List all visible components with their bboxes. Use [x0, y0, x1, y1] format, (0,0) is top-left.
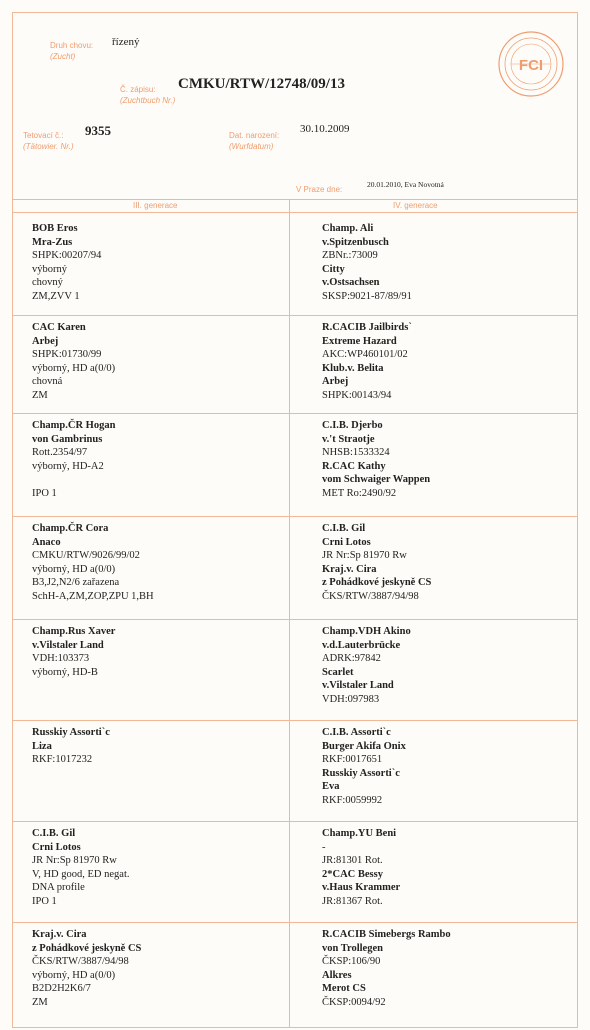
row-divider — [13, 922, 577, 923]
pedigree-line: VDH:103373 — [32, 653, 90, 665]
pedigree-line: ADRK:97842 — [322, 653, 381, 665]
pedigree-line: C.I.B. Djerbo — [322, 420, 383, 431]
pedigree-line: výborný — [32, 263, 67, 275]
pedigree-line: výborný, HD a(0/0) — [32, 563, 116, 575]
pedigree-cell-right — [322, 625, 411, 707]
pedigree-line: SHPK:01730/99 — [32, 349, 102, 361]
pedigree-line: ČKS/RTW/3887/94/98 — [32, 956, 129, 968]
pedigree-line: von Gambrinus — [32, 433, 103, 445]
pedigree-line: v.Spitzenbusch — [322, 236, 389, 248]
pedigree-line: výborný, HD a(0/0) — [32, 969, 116, 981]
pedigree-cell-right — [322, 222, 412, 304]
pedigree-cell-left — [32, 419, 115, 501]
tattoo-label: Tetovací č.: (Tätowier. Nr.) — [23, 131, 74, 151]
pedigree-line: ČKSP:106/90 — [322, 956, 381, 968]
pedigree-cell-left — [32, 726, 110, 767]
row-divider — [13, 516, 577, 517]
pedigree-line: chovná — [32, 376, 63, 388]
pedigree-line: Eva — [322, 781, 340, 793]
issued-label: V Praze dne: — [296, 185, 343, 194]
pedigree-line: Burger Akifa Onix — [322, 740, 406, 752]
pedigree-line: Merot CS — [322, 983, 366, 995]
fci-seal-text: FCI — [518, 57, 544, 74]
pedigree-line: Mra-Zus — [32, 236, 73, 248]
pedigree-line: výborný, HD-A2 — [32, 460, 104, 472]
generation-iv-label: IV. generace — [393, 201, 438, 210]
generation-header — [13, 199, 577, 213]
pedigree-line: Kraj.v. Cira — [322, 563, 377, 575]
pedigree-cell-left — [32, 928, 141, 1010]
pedigree-line: Anaco — [32, 536, 61, 548]
pedigree-line: v.'t Straotje — [322, 433, 375, 445]
pedigree-line: IPO 1 — [32, 487, 57, 499]
pedigree-line: v.Ostsachsen — [322, 277, 380, 289]
pedigree-line: výborný, HD-B — [32, 666, 98, 678]
pedigree-line: MET Ro:2490/92 — [322, 487, 397, 499]
pedigree-line — [32, 473, 115, 487]
pedigree-line: Klub.v. Belita — [322, 362, 384, 374]
pedigree-line: ČKS/RTW/3887/94/98 — [322, 590, 419, 602]
pedigree-line: Liza — [32, 740, 52, 752]
pedigree-cell-right — [322, 928, 451, 1010]
birth-date-value: 30.10.2009 — [300, 123, 350, 135]
pedigree-line: C.I.B. Gil — [32, 828, 76, 839]
pedigree-cell-left — [32, 321, 115, 403]
pedigree-line: SHPK:00207/94 — [32, 250, 102, 262]
pedigree-line: Champ.Rus Xaver — [32, 626, 116, 637]
pedigree-line: VDH:097983 — [322, 693, 380, 705]
pedigree-line: JR:81301 Rot. — [322, 855, 383, 867]
pedigree-line: V, HD good, ED negat. — [32, 868, 130, 880]
breed-type-label: Druh chovu: (Zucht) — [50, 41, 94, 61]
pedigree-line: Champ.YU Beni — [322, 828, 397, 839]
pedigree-line: Crni Lotos — [322, 536, 371, 548]
pedigree-line: SKSP:9021-87/89/91 — [322, 290, 412, 302]
pedigree-line: RKF:1017232 — [32, 754, 93, 766]
pedigree-line: R.CACIB Simebergs Rambo — [322, 929, 451, 940]
issued-value: 20.01.2010, Eva Novotná — [367, 180, 444, 189]
column-divider — [289, 199, 290, 1028]
pedigree-line: z Pohádkové jeskyně CS — [322, 577, 432, 589]
pedigree-line: ZM — [32, 996, 48, 1008]
pedigree-line: SHPK:00143/94 — [322, 389, 392, 401]
stud-book-label: Č. zápisu: (Zuchtbuch Nr.) — [120, 85, 176, 105]
pedigree-line: BOB Eros — [32, 223, 78, 234]
pedigree-line: AKC:WP460101/02 — [322, 349, 408, 361]
pedigree-cell-left — [32, 222, 101, 304]
pedigree-cell-right — [322, 827, 400, 909]
pedigree-line: Extreme Hazard — [322, 335, 397, 347]
row-divider — [13, 720, 577, 721]
pedigree-cell-left — [32, 625, 115, 679]
fci-seal-icon — [497, 30, 565, 98]
pedigree-line: ZBNr.:73009 — [322, 250, 378, 262]
pedigree-line: Champ.VDH Akino — [322, 626, 411, 637]
pedigree-line: Russkiy Assorti`c — [32, 727, 110, 738]
pedigree-line: ZM,ZVV 1 — [32, 290, 80, 302]
pedigree-line: Champ. Ali — [322, 223, 374, 234]
row-divider — [13, 413, 577, 414]
pedigree-line: Citty — [322, 263, 345, 275]
pedigree-line: - — [322, 841, 326, 853]
pedigree-line: v.Haus Krammer — [322, 882, 401, 894]
pedigree-line: SchH-A,ZM,ZOP,ZPU 1,BH — [32, 590, 154, 602]
pedigree-line: ČKSP:0094/92 — [322, 996, 386, 1008]
pedigree-line: v.d.Lauterbrücke — [322, 639, 401, 651]
pedigree-line: RKF:0017651 — [322, 754, 383, 766]
pedigree-cell-right — [322, 321, 412, 403]
pedigree-line: Crni Lotos — [32, 841, 81, 853]
pedigree-line: JR:81367 Rot. — [322, 895, 383, 907]
pedigree-line: Arbej — [32, 335, 59, 347]
pedigree-cell-left — [32, 827, 130, 909]
pedigree-line: Champ.ČR Hogan — [32, 420, 116, 431]
pedigree-line: IPO 1 — [32, 895, 57, 907]
pedigree-line: DNA profile — [32, 882, 85, 894]
pedigree-line: v.Vilstaler Land — [322, 680, 394, 692]
pedigree-line: Rott.2354/97 — [32, 447, 88, 459]
pedigree-line: B3,J2,N2/6 zařazena — [32, 577, 120, 589]
pedigree-line: Champ.ČR Cora — [32, 523, 109, 534]
pedigree-line: JR Nr:Sp 81970 Rw — [32, 855, 117, 867]
pedigree-cell-right — [322, 726, 406, 808]
row-divider — [13, 821, 577, 822]
pedigree-line: CMKU/RTW/9026/99/02 — [32, 550, 140, 562]
pedigree-line: Kraj.v. Cira — [32, 929, 87, 940]
pedigree-line: R.CAC Kathy — [322, 460, 386, 472]
pedigree-line: z Pohádkové jeskyně CS — [32, 942, 142, 954]
pedigree-line: C.I.B. Gil — [322, 523, 366, 534]
generation-iii-label: III. generace — [133, 201, 178, 210]
pedigree-line: vom Schwaiger Wappen — [322, 474, 431, 486]
pedigree-line: ZM — [32, 389, 48, 401]
tattoo-value: 9355 — [85, 123, 111, 138]
pedigree-line: R.CACIB Jailbirds` — [322, 322, 412, 333]
pedigree-line: chovný — [32, 277, 63, 289]
stud-book-value: CMKU/RTW/12748/09/13 — [178, 76, 345, 92]
pedigree-cell-right — [322, 522, 431, 604]
pedigree-line: RKF:0059992 — [322, 794, 383, 806]
pedigree-line: JR Nr:Sp 81970 Rw — [322, 550, 407, 562]
pedigree-line: C.I.B. Assorti`c — [322, 727, 391, 738]
pedigree-line: Alkres — [322, 969, 352, 981]
pedigree-line: Arbej — [322, 376, 349, 388]
pedigree-line: NHSB:1533324 — [322, 447, 390, 459]
pedigree-line: Russkiy Assorti`c — [322, 767, 400, 779]
breed-type-value: řízený — [112, 36, 140, 48]
row-divider — [13, 315, 577, 316]
birth-date-label: Dat. narození: (Wurfdatum) — [229, 131, 280, 151]
pedigree-line: v.Vilstaler Land — [32, 639, 104, 651]
pedigree-line: von Trollegen — [322, 942, 383, 954]
pedigree-line: CAC Karen — [32, 322, 86, 333]
pedigree-cell-left — [32, 522, 154, 604]
row-divider — [13, 619, 577, 620]
pedigree-cell-right — [322, 419, 430, 501]
pedigree-line: 2*CAC Bessy — [322, 868, 383, 880]
pedigree-line: B2D2H2K6/7 — [32, 983, 91, 995]
pedigree-line: Scarlet — [322, 666, 354, 678]
pedigree-line: výborný, HD a(0/0) — [32, 362, 116, 374]
